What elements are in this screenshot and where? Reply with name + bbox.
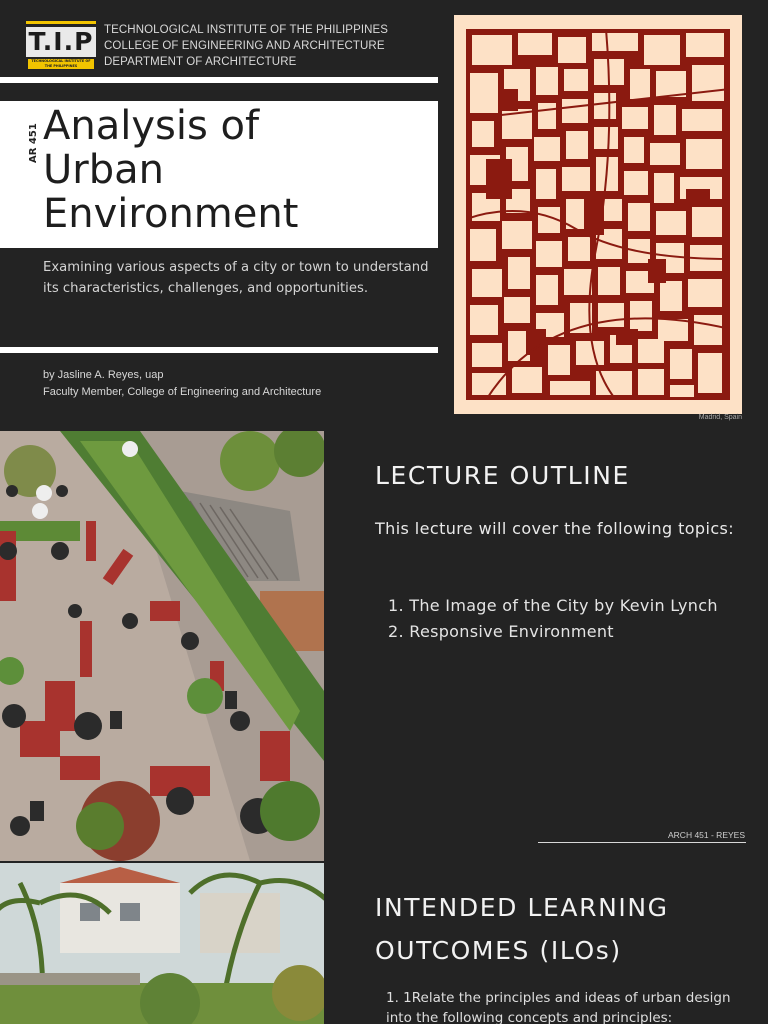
title-line: Urban xyxy=(43,147,164,193)
list-item: 1. The Image of the City by Kevin Lynch xyxy=(388,596,718,615)
footer-course-code: ARCH 451 - REYES xyxy=(668,830,745,840)
footer-rule xyxy=(538,842,746,843)
subtitle: Examining various aspects of a city or town to understand its characteristics, challenges, and opportunities. xyxy=(43,260,429,296)
title-line: Environment xyxy=(43,191,299,237)
outline-intro: This lecture will cover the following topics: xyxy=(375,519,735,538)
top-rule xyxy=(0,77,438,83)
urban-terrace-photo xyxy=(0,431,324,861)
city-map-image xyxy=(454,15,742,414)
course-code: AR 451 xyxy=(28,123,39,163)
byline xyxy=(43,367,321,400)
page-title xyxy=(43,104,433,236)
institute-line: TECHNOLOGICAL INSTITUTE OF THE PHILIPPINES xyxy=(104,24,389,36)
list-item: 2. Responsive Environment xyxy=(388,622,614,641)
tip-logo xyxy=(26,21,96,69)
map-caption: Madrid, Spain xyxy=(698,414,742,421)
college-line: COLLEGE OF ENGINEERING AND ARCHITECTURE xyxy=(104,40,385,52)
topic-list xyxy=(388,593,718,645)
logo-bar xyxy=(26,21,96,24)
palm-photo-graphic xyxy=(0,863,324,1024)
middle-rule xyxy=(0,347,438,353)
institute-block xyxy=(104,22,388,70)
street-map-graphic xyxy=(466,29,730,400)
author-name: by Jasline A. Reyes, uap xyxy=(43,369,164,381)
author-role: Faculty Member, College of Engineering and Architecture xyxy=(43,385,322,398)
ilo-heading: INTENDED LEARNING OUTCOMES (ILOs) xyxy=(375,893,669,965)
terrace-photo-graphic xyxy=(0,431,324,861)
palm-neighborhood-photo xyxy=(0,863,324,1024)
lecture-outline-heading: LECTURE OUTLINE xyxy=(375,461,630,490)
logo-subtext: TECHNOLOGICAL INSTITUTE OF THE PHILIPPINES xyxy=(28,59,94,69)
department-line: DEPARTMENT OF ARCHITECTURE xyxy=(104,56,297,68)
title-line: Analysis of xyxy=(43,103,260,149)
ilo-item: 1. 1Relate the principles and ideas of urban design into the following concepts and principles: xyxy=(386,990,731,1024)
logo-letters: T.I.P xyxy=(28,27,94,56)
